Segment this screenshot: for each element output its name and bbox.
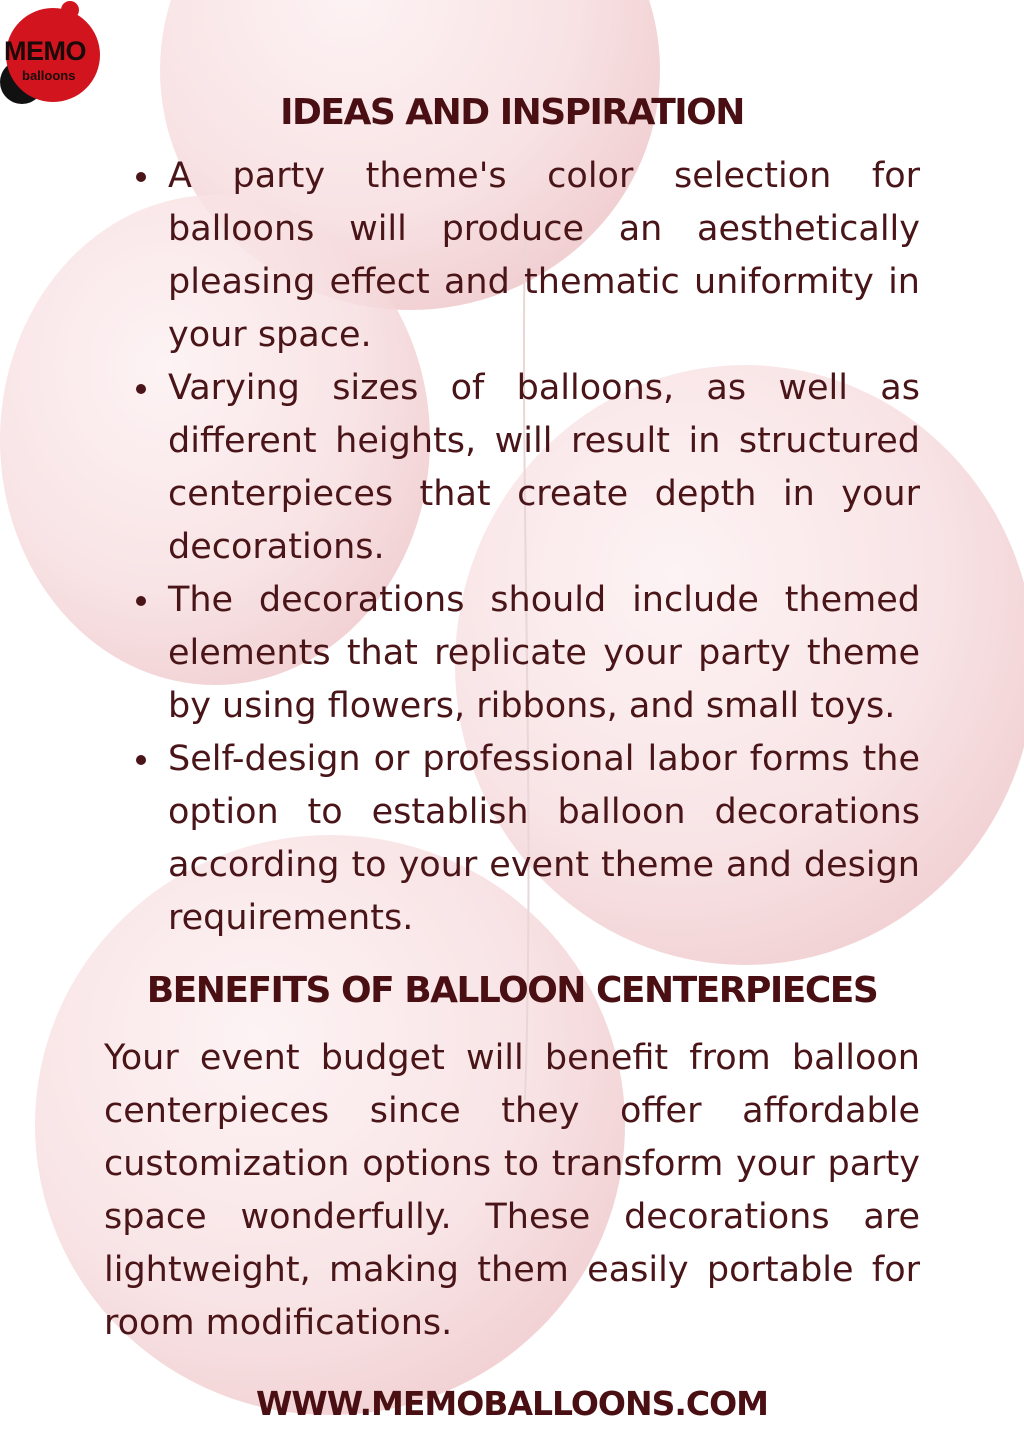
bullet-item: Self-design or professional labor forms the option to establish balloon decorations according to your event theme and design requirements. xyxy=(130,733,920,945)
benefits-paragraph: Your event budget will benefit from balloon centerpieces since they offer affordable customization options to transform your party space wonderfully. These decorations are lightweight, making them easily portable for room modifications. xyxy=(104,1038,920,1343)
logo-main-text: MEMO xyxy=(4,36,86,66)
ideas-bullet-list xyxy=(130,150,920,945)
bullet-item: The decorations should include themed elements that replicate your party theme by using flowers, ribbons, and small toys. xyxy=(130,574,920,733)
logo-sub-text: balloons xyxy=(22,68,76,83)
bullet-item: Varying sizes of balloons, as well as different heights, will result in structured centerpieces that create depth in your decorations. xyxy=(130,362,920,574)
benefits-heading: BENEFITS OF BALLOON CENTERPIECES xyxy=(146,970,878,1011)
bullet-item: A party theme's color selection for balloons will produce an aesthetically pleasing effect and thematic uniformity in your space. xyxy=(130,150,920,362)
website-link[interactable]: WWW.MEMOBALLOONS.COM xyxy=(255,1384,769,1423)
ideas-heading: IDEAS AND INSPIRATION xyxy=(280,92,744,133)
memo-balloons-logo[interactable] xyxy=(0,0,110,110)
